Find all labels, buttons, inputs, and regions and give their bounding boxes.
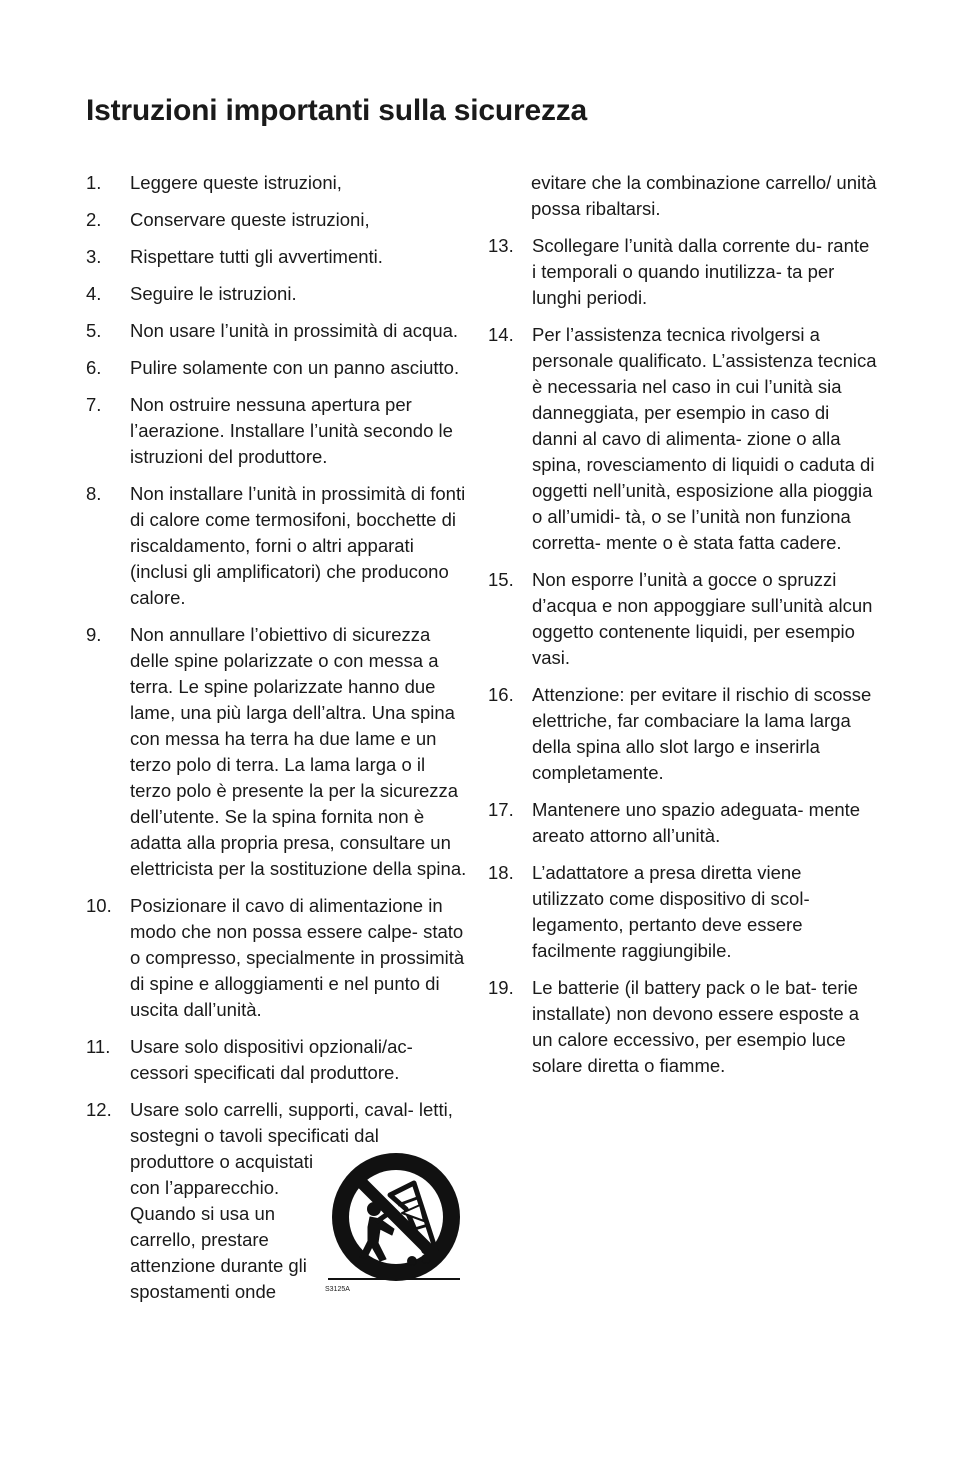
- item-number: 3.: [86, 246, 102, 267]
- item-text: Conservare queste istruzioni,: [130, 209, 370, 230]
- item-number: 16.: [488, 684, 514, 705]
- instruction-item-4: [86, 281, 470, 307]
- item-number: 11.: [86, 1036, 111, 1057]
- instruction-item-17: [488, 797, 878, 849]
- item-text-wrap: produttore o acquistati con l’apparecchio. Quando si usa un carrello, prestare attenzione durante gli spostamenti onde: [130, 1151, 314, 1302]
- item-12-continued-text: evitare che la combinazione carrello/ unità possa ribaltarsi.: [531, 172, 877, 219]
- instructions-column-left: [86, 170, 470, 1316]
- item-text: L’adattatore a presa diretta viene utilizzato come dispositivo di scol- legamento, pertanto deve essere facilmente raggiungibile.: [532, 862, 810, 961]
- cart-tip-over-warning-icon: [320, 1147, 470, 1297]
- instruction-item-12: [86, 1097, 470, 1305]
- item-number: 5.: [86, 320, 102, 341]
- item-number: 13.: [488, 235, 514, 256]
- item-text: Non annullare l’obiettivo di sicurezza delle spine polarizzate o con messa a terra. Le spine polarizzate hanno due lame, una più larga dell’altra. Una spina con messa ha terra ha due lame e un terzo polo di terra. La lama larga o il terzo polo è presente la per la sicurezza dell’utente. Se la spina fornita non è adatta alla propria presa, consultare un elettricista per la sostituzione della spina.: [130, 624, 467, 879]
- cart-warning-row: [130, 1149, 470, 1305]
- item-number: 17.: [488, 799, 514, 820]
- instruction-item-9: [86, 622, 470, 882]
- instruction-item-15: [488, 567, 878, 671]
- instruction-item-19: [488, 975, 878, 1079]
- item-text: Mantenere uno spazio adeguata- mente areato attorno all’unità.: [532, 799, 861, 846]
- instruction-item-2: [86, 207, 470, 233]
- instruction-item-16: [488, 682, 878, 786]
- item-number: 1.: [86, 172, 102, 193]
- item-text: Seguire le istruzioni.: [130, 283, 297, 304]
- instruction-item-10: [86, 893, 470, 1023]
- item-number: 10.: [86, 895, 112, 916]
- item-number: 6.: [86, 357, 102, 378]
- item-text: Attenzione: per evitare il rischio di scosse elettriche, far combaciare la lama larga della spina allo slot largo e inserirla completamente.: [532, 684, 872, 783]
- item-number: 18.: [488, 862, 514, 883]
- instruction-item-13: [488, 233, 878, 311]
- instruction-item-14: [488, 322, 878, 556]
- item-text: Non installare l’unità in prossimità di fonti di calore come termosifoni, bocchette di riscaldamento, forni o altri apparati (inclusi gli amplificatori) che producono calore.: [130, 483, 466, 608]
- item-text: Non esporre l’unità a gocce o spruzzi d’acqua e non appoggiare sull’unità alcun oggetto contenente liquidi, per esempio vasi.: [532, 569, 873, 668]
- item-text: Usare solo carrelli, supporti, caval- letti, sostegni o tavoli specificati dal: [130, 1099, 453, 1146]
- item-number: 12.: [86, 1099, 112, 1120]
- instruction-item-6: [86, 355, 470, 381]
- item-number: 8.: [86, 483, 102, 504]
- item-text: Rispettare tutti gli avvertimenti.: [130, 246, 383, 267]
- instruction-item-5: [86, 318, 470, 344]
- item-number: 2.: [86, 209, 102, 230]
- item-text: Pulire solamente con un panno asciutto.: [130, 357, 460, 378]
- item-text: Scollegare l’unità dalla corrente du- rante i temporali o quando inutilizza- ta per lunghi periodi.: [532, 235, 870, 308]
- instruction-item-8: [86, 481, 470, 611]
- instruction-item-18: [488, 860, 878, 964]
- instruction-item-1: [86, 170, 470, 196]
- item-text: Per l’assistenza tecnica rivolgersi a personale qualificato. L’assistenza tecnica è necessaria nel caso in cui l’unità sia danneggiata, per esempio in caso di danni al cavo di alimenta- zione o alla spina, rovesciamento di liquidi o caduta di oggetti nell’unità, esposizione alla pioggia o all’umidi- tà, o se l’unità non funziona corretta- mente o è stata fatta cadere.: [532, 324, 877, 553]
- item-text: Usare solo dispositivi opzionali/ac- cessori specificati dal produttore.: [130, 1036, 413, 1083]
- item-text: Leggere queste istruzioni,: [130, 172, 342, 193]
- item-number: 4.: [86, 283, 102, 304]
- cart-icon-code: S3125A: [325, 1286, 350, 1293]
- item-text: Posizionare il cavo di alimentazione in modo che non possa essere calpe- stato o compresso, specialmente in prossimità di spine e alloggiamenti e nel punto di uscita dall’unità.: [130, 895, 465, 1020]
- item-text: Non ostruire nessuna apertura per l’aerazione. Installare l’unità secondo le istruzioni del produttore.: [130, 394, 453, 467]
- item-text: Non usare l’unità in prossimità di acqua.: [130, 320, 459, 341]
- instruction-item-7: [86, 392, 470, 470]
- item-text: Le batterie (il battery pack o le bat- terie installate) non devono essere esposte a un calore eccessivo, per esempio luce solare diretta o fiamme.: [532, 977, 860, 1076]
- page-title: Istruzioni importanti sulla sicurezza: [86, 94, 588, 127]
- item-number: 15.: [488, 569, 514, 590]
- instruction-item-3: [86, 244, 470, 270]
- item-number: 7.: [86, 394, 102, 415]
- item-number: 19.: [488, 977, 514, 998]
- item-number: 9.: [86, 624, 102, 645]
- item-number: 14.: [488, 324, 514, 345]
- instructions-column-right: [488, 170, 878, 1090]
- instruction-item-11: [86, 1034, 470, 1086]
